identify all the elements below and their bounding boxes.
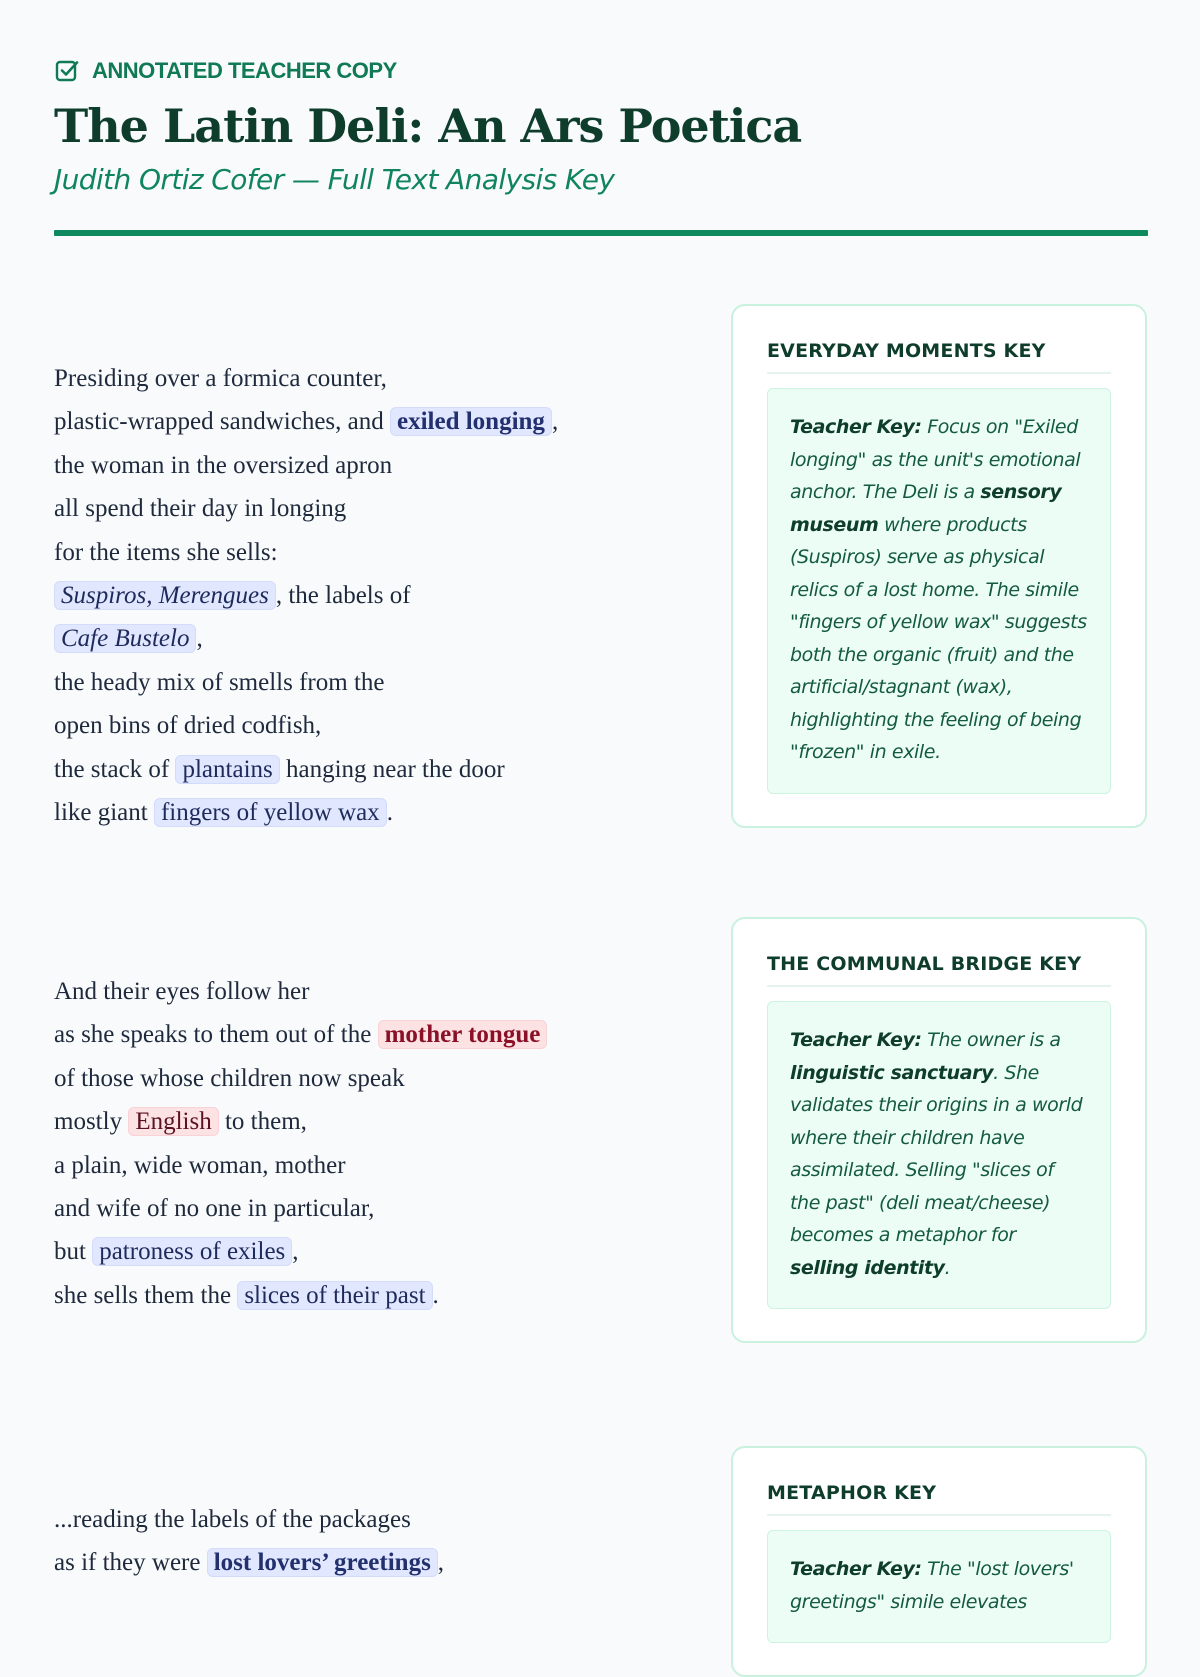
- card-title: EVERYDAY MOMENTS KEY: [767, 340, 1111, 374]
- highlight-phrase: English: [128, 1107, 218, 1136]
- annotation-card-everyday-moments: [731, 304, 1147, 828]
- header-divider: [54, 230, 1148, 236]
- poem-line: open bins of dried codfish,: [54, 712, 322, 740]
- poem-line: a plain, wide woman, mother: [54, 1151, 346, 1179]
- poem-line: mostly English to them,: [54, 1108, 307, 1136]
- highlight-phrase: slices of their past: [237, 1281, 432, 1310]
- poem-line: she sells them the slices of their past .: [54, 1281, 439, 1309]
- poem-line: the woman in the oversized apron: [54, 451, 393, 479]
- page-subtitle: Judith Ortiz Cofer — Full Text Analysis Key: [54, 163, 615, 196]
- card-title: THE COMMUNAL BRIDGE KEY: [767, 953, 1111, 987]
- poem-line: as if they were lost lovers’ greetings ,: [54, 1549, 445, 1577]
- poem-line: as she speaks to them out of the mother tongue: [54, 1013, 547, 1056]
- poem-stanza-3: [54, 1498, 444, 1585]
- teacher-key-note: Teacher Key: Focus on "Exiled longing" as the unit's emotional anchor. The Deli is a sensory museum where products (Suspiros) serve as physical relics of a lost home. The simile "fingers of yellow wax" suggests both the organic (fruit) and the artificial/stagnant (wax), highlighting the feeling of being "frozen" in exile.: [767, 388, 1111, 794]
- poem-line: And their eyes follow her: [54, 978, 310, 1005]
- poem-line: Suspiros, Merengues , the labels of: [54, 574, 558, 617]
- checkbox-check-icon: [54, 58, 80, 84]
- document-header: [54, 56, 1148, 200]
- poem-line: Cafe Bustelo ,: [54, 617, 558, 660]
- annotation-card-metaphor: [731, 1446, 1147, 1677]
- poem-line: all spend their day in longing: [54, 495, 347, 523]
- poem-line: the stack of plantains hanging near the door: [54, 755, 505, 783]
- poem-stanza-2: [54, 970, 547, 1317]
- poem-line: for the items she sells:: [54, 538, 278, 566]
- poem-line: like giant fingers of yellow wax .: [54, 799, 393, 827]
- poem-line: the heady mix of smells from the: [54, 668, 385, 696]
- highlight-phrase: mother tongue: [378, 1020, 548, 1049]
- poem-line: Presiding over a formica counter,: [54, 365, 387, 392]
- teacher-key-note: Teacher Key: The "lost lovers' greetings" simile elevates: [767, 1530, 1111, 1643]
- highlight-phrase: Suspiros, Merengues: [54, 581, 276, 610]
- highlight-phrase: patroness of exiles: [92, 1237, 292, 1266]
- poem-line: plastic-wrapped sandwiches, and exiled longing ,: [54, 408, 559, 436]
- poem-line: but patroness of exiles ,: [54, 1238, 299, 1266]
- teacher-copy-tag: [54, 56, 1148, 86]
- card-title: METAPHOR KEY: [767, 1482, 1111, 1516]
- teacher-key-note: Teacher Key: The owner is a linguistic sanctuary. She validates their origins in a world where their children have assimilated. Selling "slices of the past" (deli meat/cheese) becomes a metaphor for selling identity.: [767, 1001, 1111, 1309]
- poem-line: and wife of no one in particular,: [54, 1195, 375, 1223]
- poem-line: ...reading the labels of the packages: [54, 1506, 411, 1533]
- poem-line: of those whose children now speak: [54, 1064, 405, 1092]
- page-title: The Latin Deli: An Ars Poetica: [54, 99, 802, 153]
- poem-stanza-1: [54, 357, 558, 834]
- highlight-phrase: plantains: [175, 755, 279, 784]
- highlight-phrase: fingers of yellow wax: [154, 798, 387, 827]
- teacher-copy-label: ANNOTATED TEACHER COPY: [92, 58, 397, 83]
- highlight-phrase: lost lovers’ greetings: [207, 1548, 438, 1577]
- highlight-phrase: Cafe Bustelo: [54, 624, 196, 653]
- highlight-phrase: exiled longing: [390, 407, 552, 436]
- annotation-card-communal-bridge: [731, 917, 1147, 1343]
